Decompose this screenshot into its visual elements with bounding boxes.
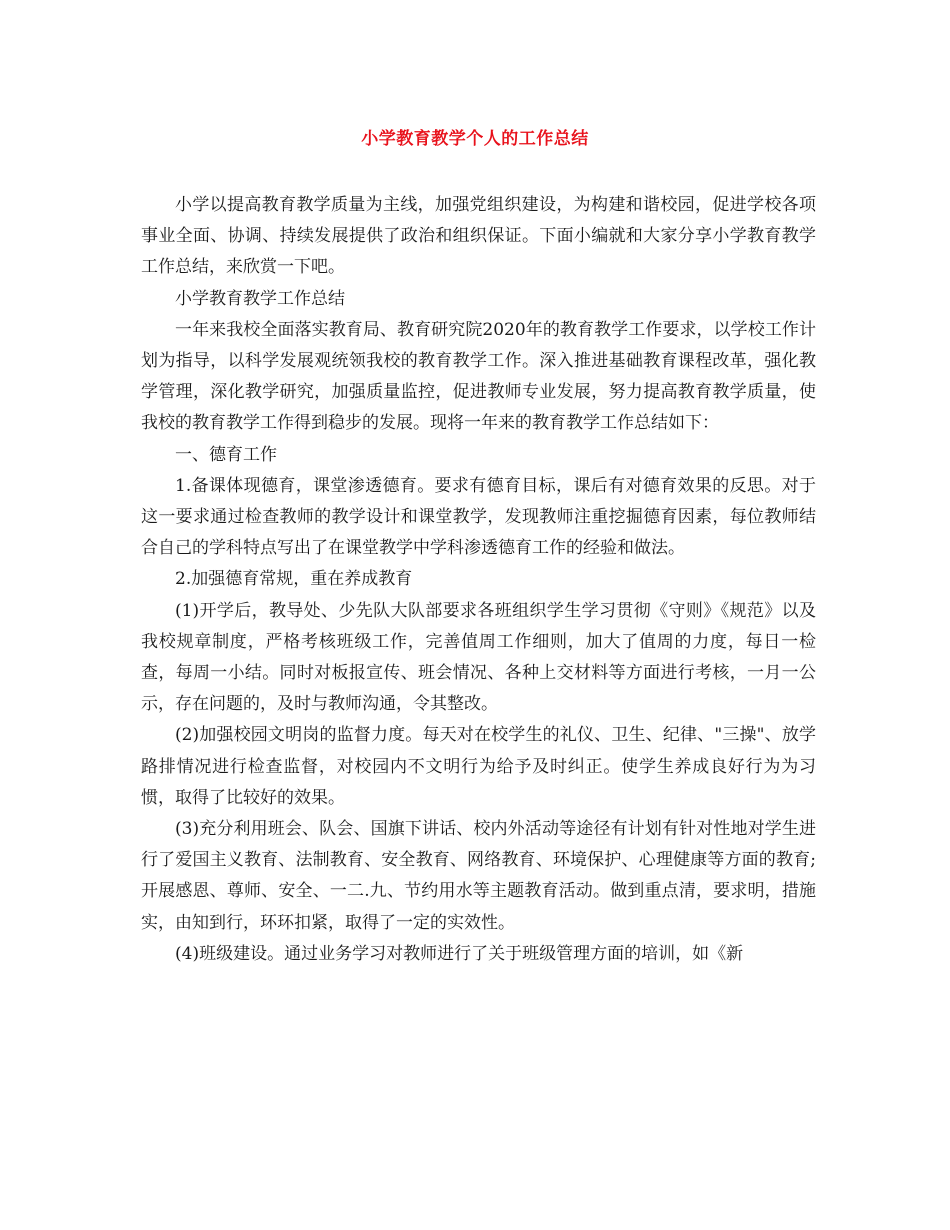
paragraph-overview: 一年来我校全面落实教育局、教育研究院2020年的教育教学工作要求，以学校工作计划为指导，以科学发展观统领我校的教育教学工作。深入推进基础教育课程改革，强化教学管理，深化教学研究，加强质量监控，促进教师专业发展，努力提高教育教学质量，使我校的教育教学工作得到稳步的发展。现将一年来的教育教学工作总结如下： — [141, 319, 816, 434]
paragraph-sub-item-4: (4)班级建设。通过业务学习对教师进行了关于班级管理方面的培训，如《新 — [175, 943, 744, 964]
paragraph-sub-item-1: (1)开学后，教导处、少先队大队部要求各班组织学生学习贯彻《守则》《规范》以及我校规章制度，严格考核班级工作，完善值周工作细则，加大了值周的力度，每日一检查，每周一小结。同时对板报宣传、班会情况、各种上交材料等方面进行考核，一月一公示，存在问题的，及时与教师沟通，令其整改。 — [141, 600, 816, 715]
paragraph-sub-item-3: (3)充分利用班会、队会、国旗下讲话、校内外活动等途径有计划有针对性地对学生进行了爱国主义教育、法制教育、安全教育、网络教育、环境保护、心理健康等方面的教育;开展感恩、尊师、安全、一二.九、节约用水等主题教育活动。做到重点清，要求明，措施实，由知到行，环环扣紧，取得了一定的实效性。 — [141, 819, 816, 933]
paragraph-subtitle: 小学教育教学工作总结 — [175, 288, 345, 309]
paragraph-item-2: 2.加强德育常规，重在养成教育 — [175, 569, 413, 590]
paragraph-item-1: 1.备课体现德育，课堂渗透德育。要求有德育目标，课后有对德育效果的反思。对于这一要求通过检查教师的教学设计和课堂教学，发现教师注重挖掘德育因素，每位教师结合自己的学科特点写出了在课堂教学中学科渗透德育工作的经验和做法。 — [141, 475, 816, 559]
paragraph-sub-item-2: (2)加强校园文明岗的监督力度。每天对在校学生的礼仪、卫生、纪律、"三操"、放学路排情况进行检查监督，对校园内不文明行为给予及时纠正。使学生养成良好行为为习惯，取得了比较好的效果。 — [141, 725, 816, 808]
document-body — [141, 190, 816, 970]
document-title: 小学教育教学个人的工作总结 — [361, 129, 589, 149]
section-heading-moral-education: 一、德育工作 — [175, 444, 277, 465]
paragraph-intro: 小学以提高教育教学质量为主线，加强党组织建设，为构建和谐校园，促进学校各项事业全面、协调、持续发展提供了政治和组织保证。下面小编就和大家分享小学教育教学工作总结，来欣赏一下吧。 — [141, 195, 816, 278]
